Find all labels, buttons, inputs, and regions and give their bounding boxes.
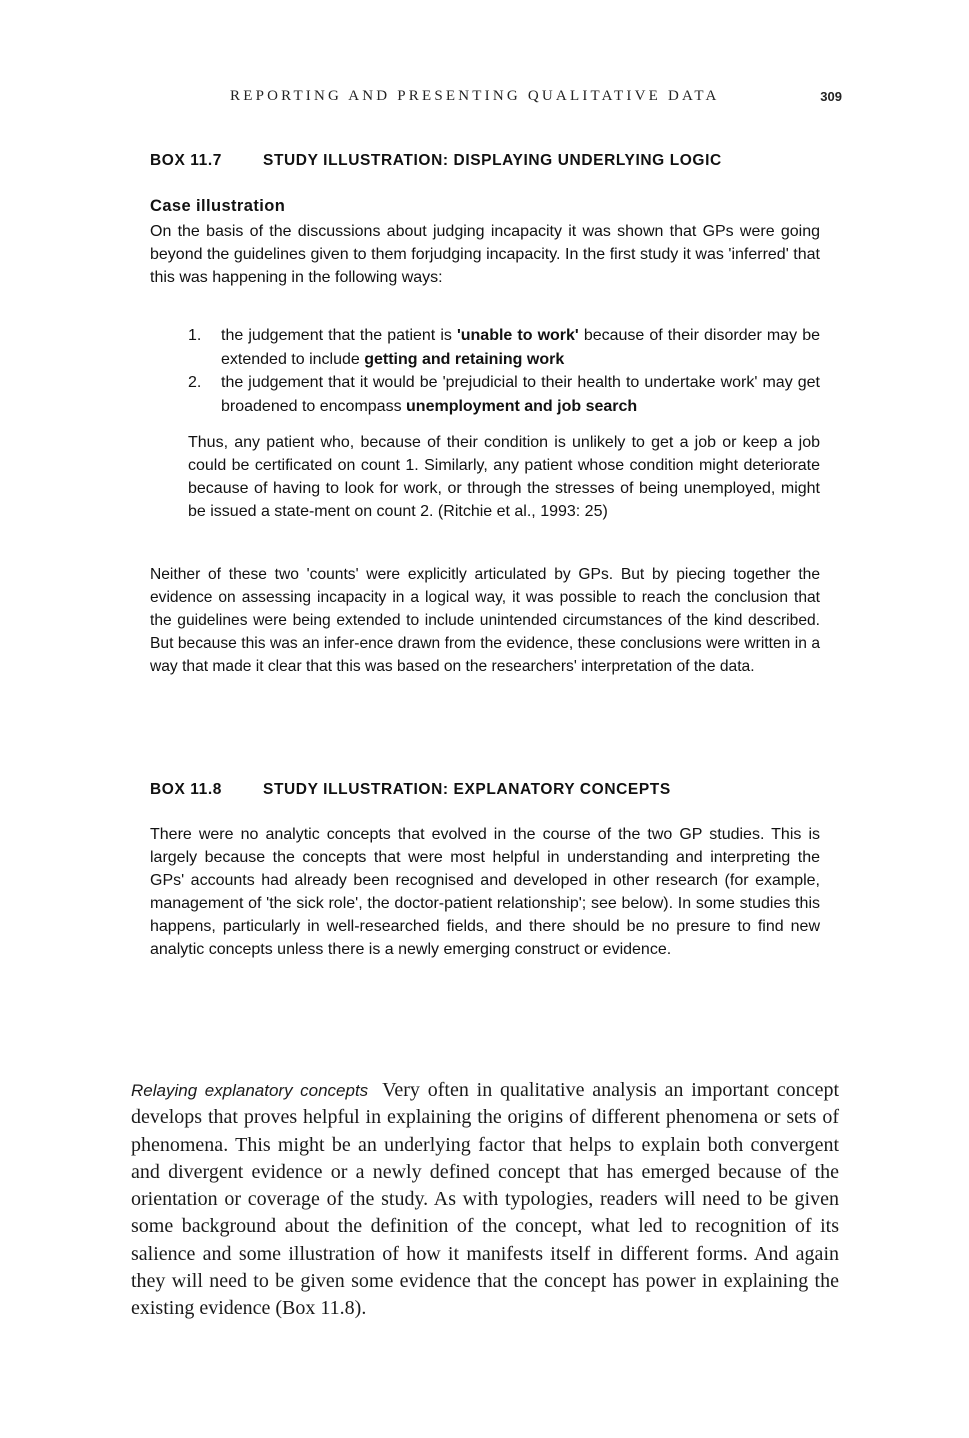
box-11-8-number: BOX 11.8 bbox=[150, 781, 223, 798]
section-lead-in: Relaying explanatory concepts bbox=[131, 1081, 369, 1100]
box-11-7-quote: Thus, any patient who, because of their condition is unlikely to get a job or keep a job could be certificated on count 1. Similarly, any patient whose condition might deteriorate because of having to look for work, or through the stresses of being unemployed, might be issued a state-ment on count 2. (Ritchie et al., 1993: 25) bbox=[188, 434, 820, 520]
page-number: 309 bbox=[820, 89, 842, 104]
list-item-text: the judgement that the patient is bbox=[221, 327, 457, 344]
list-item-text: the judgement that it would be 'prejudicial to their health to undertake work' may get broadened to encompass bbox=[221, 374, 820, 415]
list-item-text: because of their disorder may be extended to include bbox=[221, 327, 820, 368]
main-body-text: Very often in qualitative analysis an important concept develops that proves helpful in explaining the origins of different phenomena or sets of phenomena. This might be an underlying factor that helps to explain both convergent and divergent evidence or a newly defined concept that has emerged because of the orientation or coverage of the study. As with typologies, readers will need to be given some background about the definition of the concept, what led to recognition of its salience and some illustration of how it manifests itself in different forms. And again they will need to be given some evidence that the concept has power in explaining the existing evidence (Box 11.8). bbox=[131, 1079, 839, 1320]
running-header-title: REPORTING AND PRESENTING QUALITATIVE DATA bbox=[230, 88, 720, 104]
main-body-paragraph bbox=[131, 1077, 839, 1323]
box-11-8-body: There were no analytic concepts that evolved in the course of the two GP studies. This is largely because the concepts that were most helpful in understanding and interpreting the GPs' accounts had already been recognised and developed in other research (for example, management of 'the sick role', the doctor-patient relationship'; see below). In some studies this happens, particularly in well-researched fields, and there should be no presure to find new analytic concepts unless there is a newly emerging construct or evidence. bbox=[150, 826, 820, 958]
box-11-8-heading bbox=[150, 781, 671, 799]
list-item-emphasis: 'unable to work' bbox=[456, 327, 579, 344]
list-item bbox=[188, 324, 820, 371]
box-11-7-conclusion: Neither of these two 'counts' were explicitly articulated by GPs. But by piecing together the evidence on assessing incapacity in a logical way, it was possible to reach the conclusion that the guidelines were being extended to include unintended circumstances of the kind described. But because this was an infer-ence drawn from the evidence, these conclusions were written in a way that made it clear that this was based on the researchers' interpretation of the data. bbox=[150, 566, 820, 675]
list-item-emphasis: unemployment and job search bbox=[406, 397, 638, 415]
box-11-7-heading bbox=[150, 152, 722, 170]
running-header bbox=[230, 88, 842, 110]
box-11-7-number: BOX 11.7 bbox=[150, 152, 223, 169]
case-illustration-subheading: Case illustration bbox=[150, 197, 286, 215]
box-11-7-title: STUDY ILLUSTRATION: DISPLAYING UNDERLYING LOGIC bbox=[263, 152, 722, 169]
box-11-7-list bbox=[188, 324, 820, 418]
box-11-8-title: STUDY ILLUSTRATION: EXPLANATORY CONCEPTS bbox=[263, 781, 671, 798]
box-11-7-intro: On the basis of the discussions about judging incapacity it was shown that GPs were going beyond the guidelines given to them forjudging incapacity. In the first study it was 'inferred' that this was happening in the following ways: bbox=[150, 223, 820, 286]
list-item-number: 2. bbox=[188, 374, 202, 391]
list-item-emphasis: getting and retaining work bbox=[364, 350, 565, 368]
list-item-number: 1. bbox=[188, 327, 202, 344]
list-item bbox=[188, 371, 820, 418]
